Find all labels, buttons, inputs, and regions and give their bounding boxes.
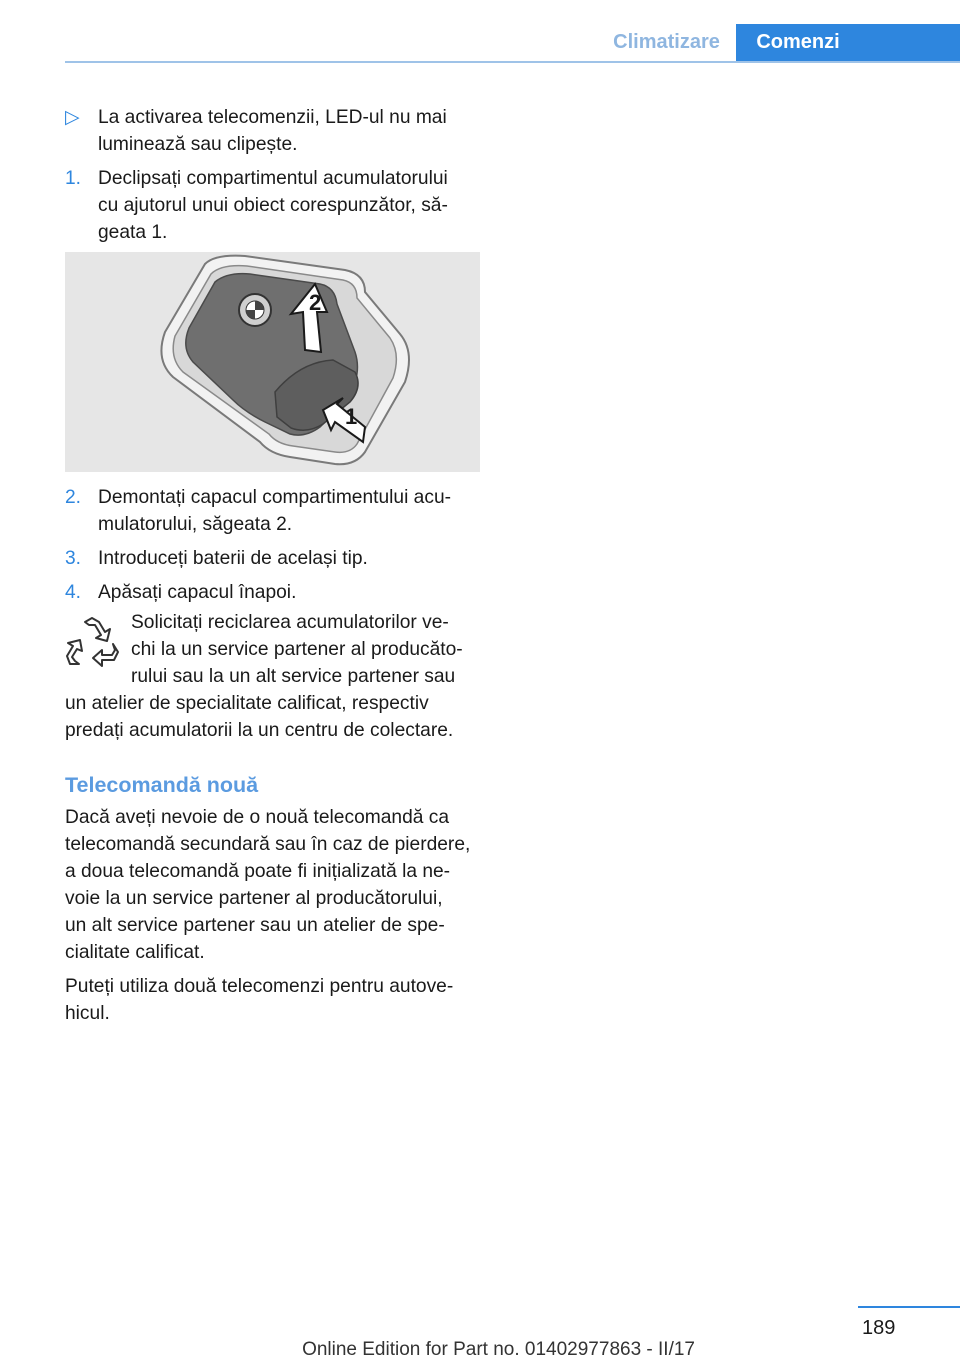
step-text: cu ajutorul unui obiect corespunzător, să‐: [98, 195, 448, 216]
step-text: geata 1.: [98, 222, 168, 243]
header-divider: [65, 61, 960, 63]
step-text: luminează sau clipește.: [98, 134, 298, 155]
note-text: rului sau la un alt service partener sau: [131, 666, 456, 687]
steps-bottom: [65, 484, 485, 606]
note-text: Solicitați reciclarea acumulatorilor ve‐: [131, 612, 449, 633]
paragraph-line: Puteți utiliza două telecomenzi pentru autove‐: [65, 976, 454, 997]
section-tab-comenzi[interactable]: Comenzi: [736, 24, 860, 63]
paragraph-line: Dacă aveți nevoie de o nouă telecomandă ca: [65, 807, 450, 828]
step-number: 4.: [65, 582, 82, 603]
section-tab-climatizare[interactable]: Climatizare: [613, 31, 720, 53]
step-number: 2.: [65, 487, 82, 508]
recycle-note: [65, 609, 485, 744]
triangle-bullet-icon: ▷: [65, 107, 80, 128]
note-text: chi la un service partener al producăto‐: [131, 639, 463, 660]
edition-footer: Online Edition for Part no. 01402977863 - II/17: [302, 1339, 695, 1360]
arrow-1-label: 1: [345, 404, 358, 429]
note-text: predați acumulatorii la un centru de colectare.: [65, 720, 454, 741]
step-text: Demontați capacul compartimentului acu‐: [98, 487, 452, 508]
paragraph-line: telecomandă secundară sau în caz de pierdere,: [65, 834, 471, 855]
paragraph-line: voie la un service partener al producătorului,: [65, 888, 443, 909]
paragraph-line: hicul.: [65, 1003, 110, 1024]
section-new-remote: [65, 771, 485, 1027]
paragraph-line: cialitate calificat.: [65, 942, 205, 963]
list-item: [65, 579, 485, 606]
step-text: Apăsați capacul înapoi.: [98, 582, 297, 603]
step-number: 1.: [65, 168, 82, 189]
key-fob-illustration: [65, 252, 480, 472]
step-text: mulatorului, săgeata 2.: [98, 514, 293, 535]
paragraph: [65, 804, 485, 966]
page-number: 189: [862, 1317, 896, 1339]
footer-divider: [858, 1306, 960, 1308]
section-heading: Telecomandă nouă: [65, 773, 259, 797]
step-number: 3.: [65, 548, 82, 569]
header-tab-extension: [860, 24, 960, 63]
step-text: Declipsați compartimentul acumulatorului: [98, 168, 448, 189]
list-item: [65, 545, 485, 572]
list-item: [65, 104, 485, 158]
step-text: Introduceți baterii de același tip.: [98, 548, 368, 569]
list-item: [65, 165, 485, 246]
paragraph: [65, 973, 485, 1027]
steps-top: [65, 104, 485, 246]
paragraph-line: a doua telecomandă poate fi inițializată la ne‐: [65, 861, 451, 882]
note-text: un atelier de specialitate calificat, respectiv: [65, 693, 429, 714]
step-text: La activarea telecomenzii, LED-ul nu mai: [98, 107, 447, 128]
arrow-2-label: 2: [309, 290, 322, 315]
paragraph-line: un alt service partener sau un atelier de spe‐: [65, 915, 445, 936]
list-item: [65, 484, 485, 538]
